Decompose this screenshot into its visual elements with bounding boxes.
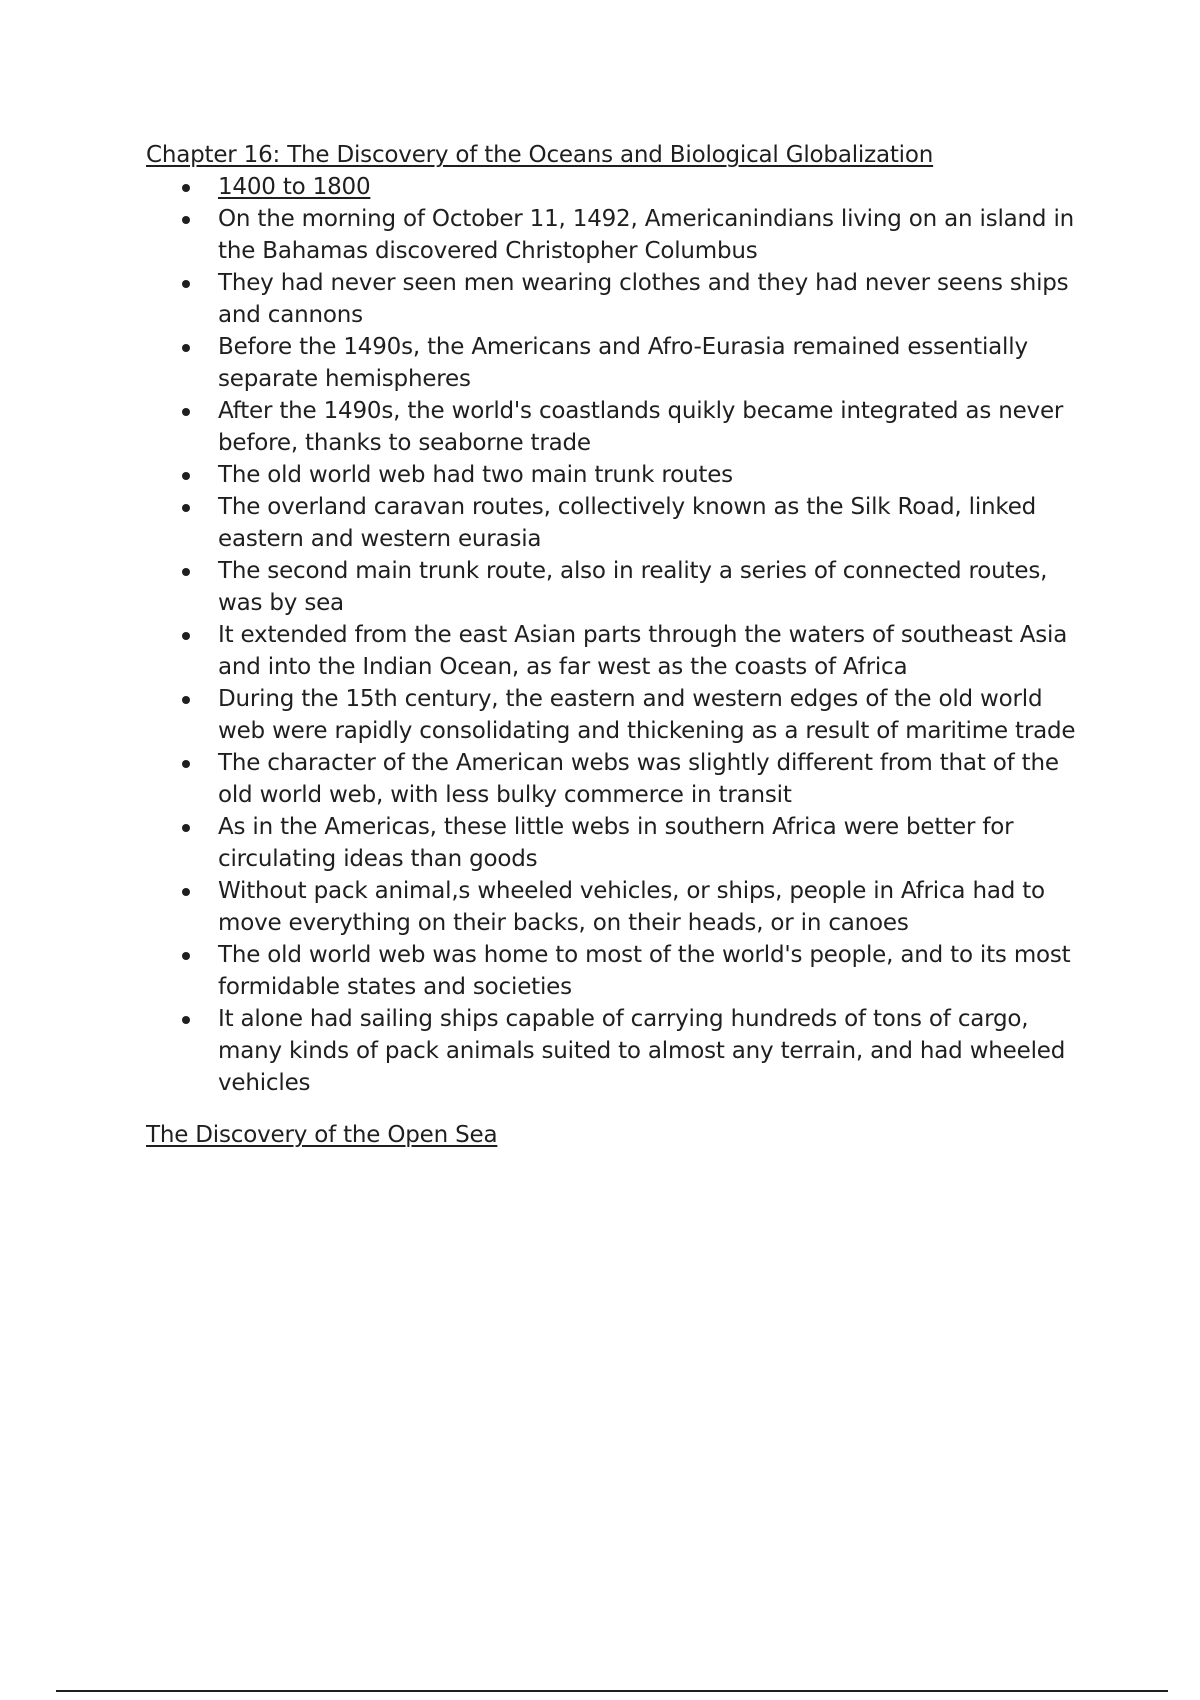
- notes-body: [146, 203, 1096, 1099]
- list-item-text: It alone had sailing ships capable of carrying hundreds of tons of cargo, many kinds of pack animals suited to almost any terrain, and had wheeled vehicles: [218, 1006, 1066, 1096]
- list-item-text: It extended from the east Asian parts through the waters of southeast Asia and into the Indian Ocean, as far west as the coasts of Africa: [218, 622, 1068, 680]
- list-item: [146, 619, 1096, 683]
- list-item: [146, 1003, 1096, 1099]
- list-item-text: The second main trunk route, also in reality a series of connected routes, was by sea: [218, 558, 1048, 616]
- list-item: [146, 683, 1096, 747]
- list-item: [146, 875, 1096, 939]
- bullet-icon: [182, 504, 190, 512]
- list-item-text: They had never seen men wearing clothes and they had never seens ships and cannons: [218, 270, 1069, 328]
- list-item: [146, 331, 1096, 395]
- bullet-icon: [182, 216, 190, 224]
- list-item-text: The overland caravan routes, collectively known as the Silk Road, linked eastern and western eurasia: [218, 494, 1037, 552]
- list-item: [146, 747, 1096, 811]
- list-item: [146, 939, 1096, 1003]
- bullet-group: [146, 811, 1096, 875]
- list-item-text: Before the 1490s, the Americans and Afro-Eurasia remained essentially separate hemispheres: [218, 334, 1028, 392]
- bullet-icon: [182, 408, 190, 416]
- date-range-list: [146, 171, 1096, 203]
- page-bottom-rule: [56, 1690, 1168, 1692]
- list-item: [146, 395, 1096, 459]
- bullet-icon: [182, 632, 190, 640]
- section-heading: The Discovery of the Open Sea: [146, 1122, 498, 1148]
- list-item-text: After the 1490s, the world's coastlands quikly became integrated as never before, thanks to seaborne trade: [218, 398, 1064, 456]
- list-item: [146, 267, 1096, 331]
- list-item: [146, 171, 1096, 203]
- list-item-text: During the 15th century, the eastern and western edges of the old world web were rapidly consolidating and thickening as a result of maritime trade: [218, 686, 1076, 744]
- bullet-group: [146, 939, 1096, 1099]
- date-range: 1400 to 1800: [218, 174, 371, 200]
- list-item: [146, 555, 1096, 619]
- bullet-icon: [182, 344, 190, 352]
- bullet-group: [146, 203, 1096, 459]
- bullet-icon: [182, 1016, 190, 1024]
- bullet-icon: [182, 696, 190, 704]
- list-item: [146, 203, 1096, 267]
- bullet-icon: [182, 824, 190, 832]
- bullet-icon: [182, 472, 190, 480]
- bullet-icon: [182, 888, 190, 896]
- bullet-icon: [182, 760, 190, 768]
- list-item-text: The old world web was home to most of the world's people, and to its most formidable states and societies: [218, 942, 1071, 1000]
- bullet-group: [146, 747, 1096, 811]
- bullet-icon: [182, 952, 190, 960]
- list-item: [146, 491, 1096, 555]
- list-item-text: Without pack animal,s wheeled vehicles, or ships, people in Africa had to move everything on their backs, on their heads, or in canoes: [218, 878, 1045, 936]
- bullet-icon: [182, 568, 190, 576]
- list-item-text: On the morning of October 11, 1492, Americanindians living on an island in the Bahamas discovered Christopher Columbus: [218, 206, 1075, 264]
- list-item-text: The old world web had two main trunk routes: [218, 462, 733, 488]
- bullet-group: [146, 459, 1096, 683]
- bullet-icon: [182, 184, 190, 192]
- list-item: [146, 459, 1096, 491]
- bullet-group: [146, 683, 1096, 747]
- bullet-icon: [182, 280, 190, 288]
- chapter-title: Chapter 16: The Discovery of the Oceans and Biological Globalization: [146, 142, 934, 168]
- list-item: [146, 811, 1096, 875]
- list-item-text: The character of the American webs was slightly different from that of the old world web, with less bulky commerce in transit: [218, 750, 1059, 808]
- bullet-group: [146, 875, 1096, 939]
- list-item-text: As in the Americas, these little webs in southern Africa were better for circulating ideas than goods: [218, 814, 1014, 872]
- document-page: [146, 139, 1096, 1151]
